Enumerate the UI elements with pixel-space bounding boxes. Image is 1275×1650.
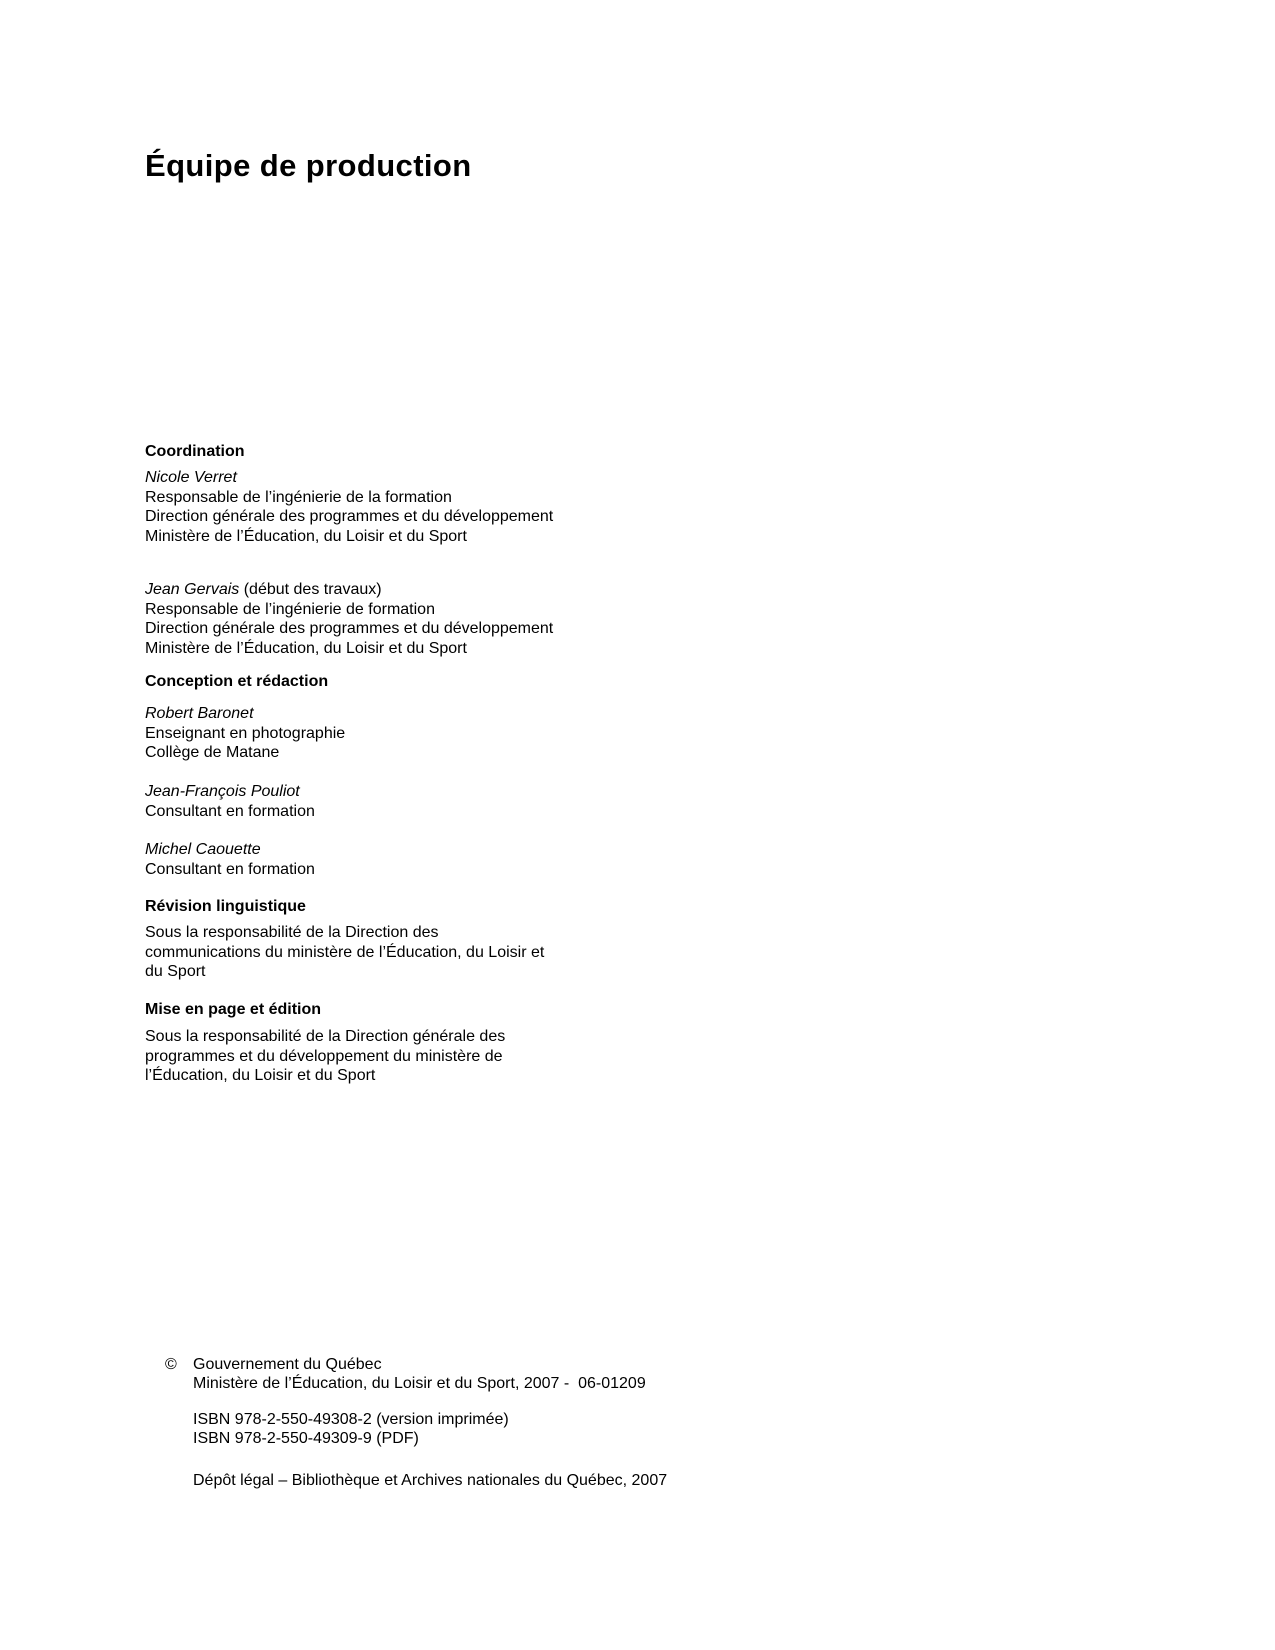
mise-en-page-paragraph (145, 1027, 705, 1086)
credits-content (145, 442, 705, 1086)
person-name-line (145, 580, 705, 600)
credit-line: Ministère de l’Éducation, du Loisir et du Sport (145, 639, 467, 657)
page-title: Équipe de production (145, 148, 472, 183)
section-heading-revision: Révision linguistique (145, 898, 306, 915)
publisher-line: Ministère de l’Éducation, du Loisir et du Sport, 2007 - 06-01209 (193, 1375, 646, 1392)
person-name-suffix: (début des travaux) (239, 581, 382, 598)
revision-paragraph (145, 923, 705, 982)
credit-line: Consultant en formation (145, 860, 315, 878)
legal-deposit-line: Dépôt légal – Bibliothèque et Archives nationales du Québec, 2007 (193, 1472, 668, 1489)
credit-line: Direction générale des programmes et du développement (145, 508, 554, 525)
credit-entry-michel-caouette (145, 840, 705, 879)
person-name-line (145, 704, 705, 724)
credit-line: Ministère de l’Éducation, du Loisir et du Sport (145, 527, 467, 545)
person-name-line (145, 782, 705, 802)
section-heading-conception: Conception et rédaction (145, 673, 329, 690)
credit-entry-nicole-verret (145, 468, 705, 546)
person-name: Michel Caouette (145, 841, 261, 858)
credit-entry-robert-baronet (145, 704, 705, 763)
person-name-line (145, 468, 705, 488)
isbn-line: ISBN 978-2-550-49308-2 (version imprimée) (193, 1411, 509, 1428)
isbn-line: ISBN 978-2-550-49309-9 (PDF) (193, 1430, 419, 1447)
credit-line: Enseignant en photographie (145, 724, 346, 742)
credit-line: Responsable de l’ingénierie de la formation (145, 488, 452, 506)
credit-entry-jean-francois-pouliot (145, 782, 705, 821)
person-name: Nicole Verret (145, 469, 237, 486)
person-name-line (145, 840, 705, 860)
person-name: Jean Gervais (145, 581, 240, 598)
paragraph-line: programmes et du développement du ministère de (145, 1047, 503, 1065)
credit-line: Direction générale des programmes et du développement (145, 620, 554, 637)
person-name: Robert Baronet (145, 705, 254, 722)
paragraph-line: communications du ministère de l’Éducation, du Loisir et (145, 943, 545, 961)
publisher-line: Gouvernement du Québec (193, 1356, 382, 1373)
credit-entry-jean-gervais (145, 580, 705, 658)
person-name: Jean-François Pouliot (145, 783, 300, 800)
credit-line: Collège de Matane (145, 744, 280, 761)
copyright-symbol: © (165, 1356, 177, 1373)
section-heading-mise-en-page: Mise en page et édition (145, 1001, 322, 1018)
section-heading-coordination: Coordination (145, 443, 245, 460)
credit-line: Responsable de l’ingénierie de formation (145, 600, 435, 618)
paragraph-line: du Sport (145, 963, 206, 980)
credit-line: Consultant en formation (145, 802, 315, 820)
paragraph-line: l’Éducation, du Loisir et du Sport (145, 1067, 376, 1084)
paragraph-line: Sous la responsabilité de la Direction des (145, 924, 439, 941)
copyright-block (165, 1355, 667, 1490)
copyright-text (193, 1355, 667, 1490)
paragraph-line: Sous la responsabilité de la Direction générale des (145, 1028, 506, 1045)
